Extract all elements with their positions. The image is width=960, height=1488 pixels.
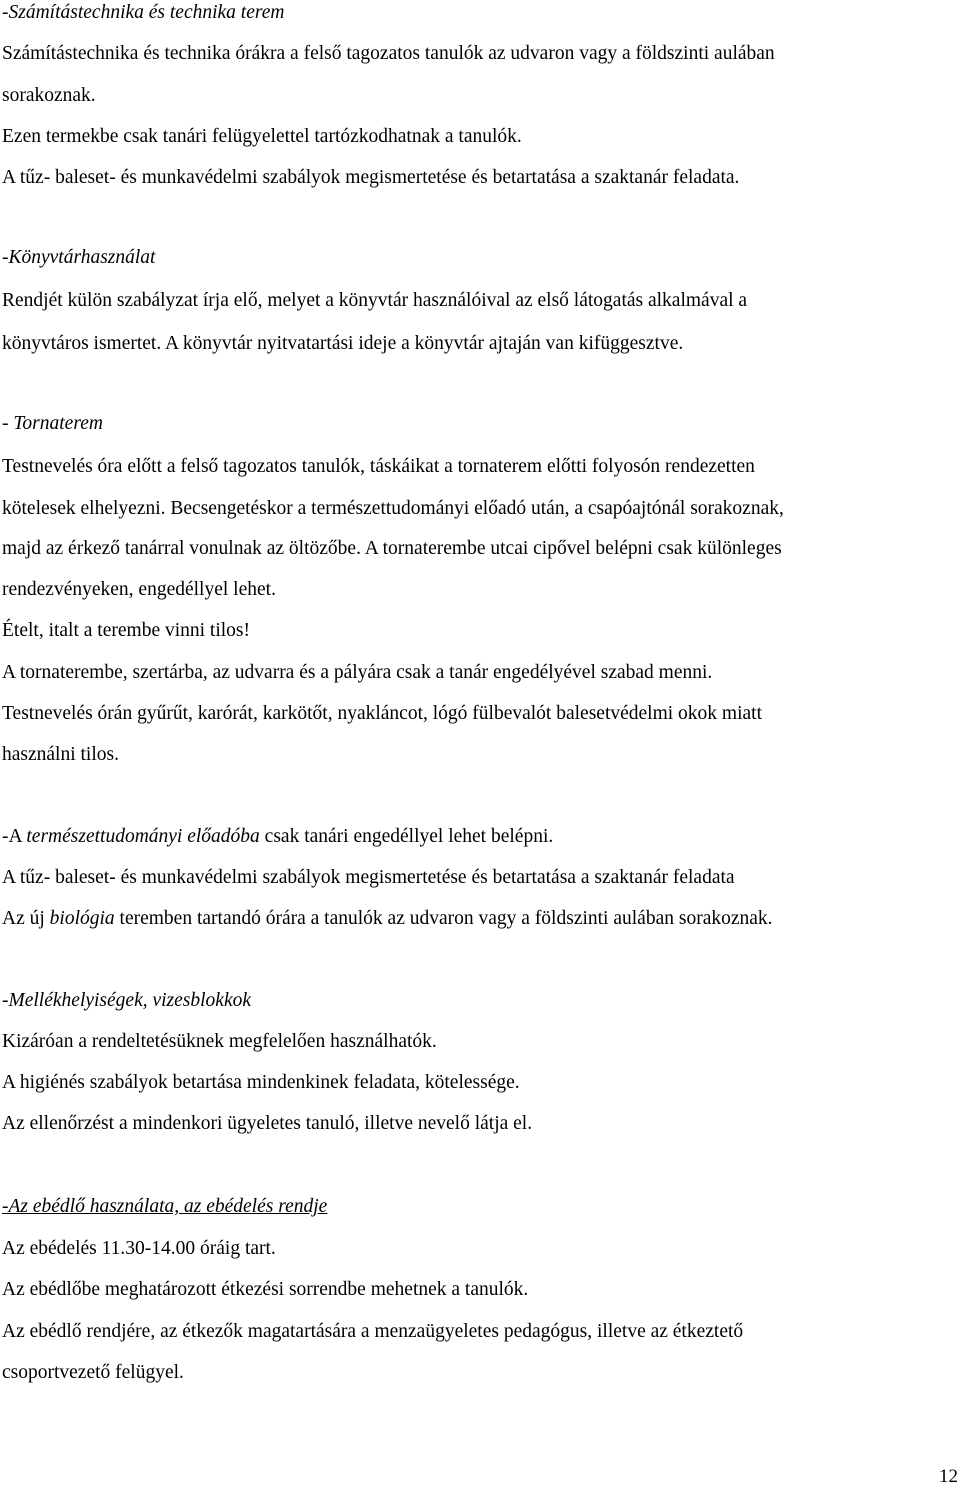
paragraph-line: Kizáróan a rendeltetésüknek megfelelően használhatók. [2,1031,437,1052]
paragraph-line: rendezvényeken, engedéllyel lehet. [2,579,276,600]
text-suffix: teremben tartandó órára a tanulók az udvaron vagy a földszinti aulában sorakoznak. [114,908,773,929]
paragraph-line: Testnevelés órán gyűrűt, karórát, karkötőt, nyakláncot, lógó fülbevalót balesetvédelmi okok miatt [2,703,762,724]
paragraph-line: A higiénés szabályok betartása mindenkinek feladata, kötelessége. [2,1072,520,1093]
section-heading-library: -Könyvtárhasználat [2,247,156,268]
paragraph-line: Az ebédlő rendjére, az étkezők magatartására a menzaügyeletes pedagógus, illetve az étkeztető [2,1321,744,1342]
paragraph-line: A tűz- baleset- és munkavédelmi szabályok megismertetése és betartatása a szaktanár feladata. [2,167,740,188]
science-line-entry [2,825,553,849]
text-prefix: Az új [2,908,50,929]
paragraph-line: A tűz- baleset- és munkavédelmi szabályok megismertetése és betartatása a szaktanár feladata [2,867,735,888]
paragraph-line: Számítástechnika és technika órákra a felső tagozatos tanulók az udvaron vagy a földszinti aulában [2,43,775,64]
paragraph-line: majd az érkező tanárral vonulnak az öltözőbe. A tornaterembe utcai cipővel belépni csak különleges [2,538,782,559]
paragraph-line: A tornaterembe, szertárba, az udvarra és a pályára csak a tanár engedélyével szabad menni. [2,662,713,683]
paragraph-line: Ezen termekbe csak tanári felügyelettel tartózkodhatnak a tanulók. [2,126,522,147]
text-prefix: -A [2,826,27,847]
paragraph-line: használni tilos. [2,744,119,765]
section-heading-computing: -Számítástechnika és technika terem [2,2,285,23]
paragraph-line: Az ebédelés 11.30-14.00 óráig tart. [2,1238,276,1259]
paragraph-line: csoportvezető felügyel. [2,1362,184,1383]
paragraph-line: könyvtáros ismertet. A könyvtár nyitvatartási ideje a könyvtár ajtaján van kifüggesztve. [2,333,684,354]
section-heading-dining: -Az ebédlő használata, az ebédelés rendje [2,1196,328,1217]
text-suffix: csak tanári engedéllyel lehet belépni. [259,826,554,847]
paragraph-line: Az ebédlőbe meghatározott étkezési sorrendbe mehetnek a tanulók. [2,1279,529,1300]
paragraph-line: Rendjét külön szabályzat írja elő, melyet a könyvtár használóival az első látogatás alkalmával a [2,290,748,311]
science-room-name: természettudományi előadóba [26,826,260,847]
paragraph-line: sorakoznak. [2,85,96,106]
biology-room-name: biológia [49,908,115,929]
page-number: 12 [939,1466,958,1487]
paragraph-line: Ételt, italt a terembe vinni tilos! [2,620,251,641]
section-heading-restrooms: -Mellékhelyiségek, vizesblokkok [2,990,252,1011]
paragraph-line: Az ellenőrzést a mindenkori ügyeletes tanuló, illetve nevelő látja el. [2,1113,533,1134]
section-heading-gym: - Tornaterem [2,413,103,434]
science-line-biology [2,907,773,931]
paragraph-line: kötelesek elhelyezni. Becsengetéskor a természettudományi előadó után, a csapóajtónál sorakoznak, [2,498,784,519]
paragraph-line: Testnevelés óra előtt a felső tagozatos tanulók, táskáikat a tornaterem előtti folyosón rendezetten [2,456,755,477]
